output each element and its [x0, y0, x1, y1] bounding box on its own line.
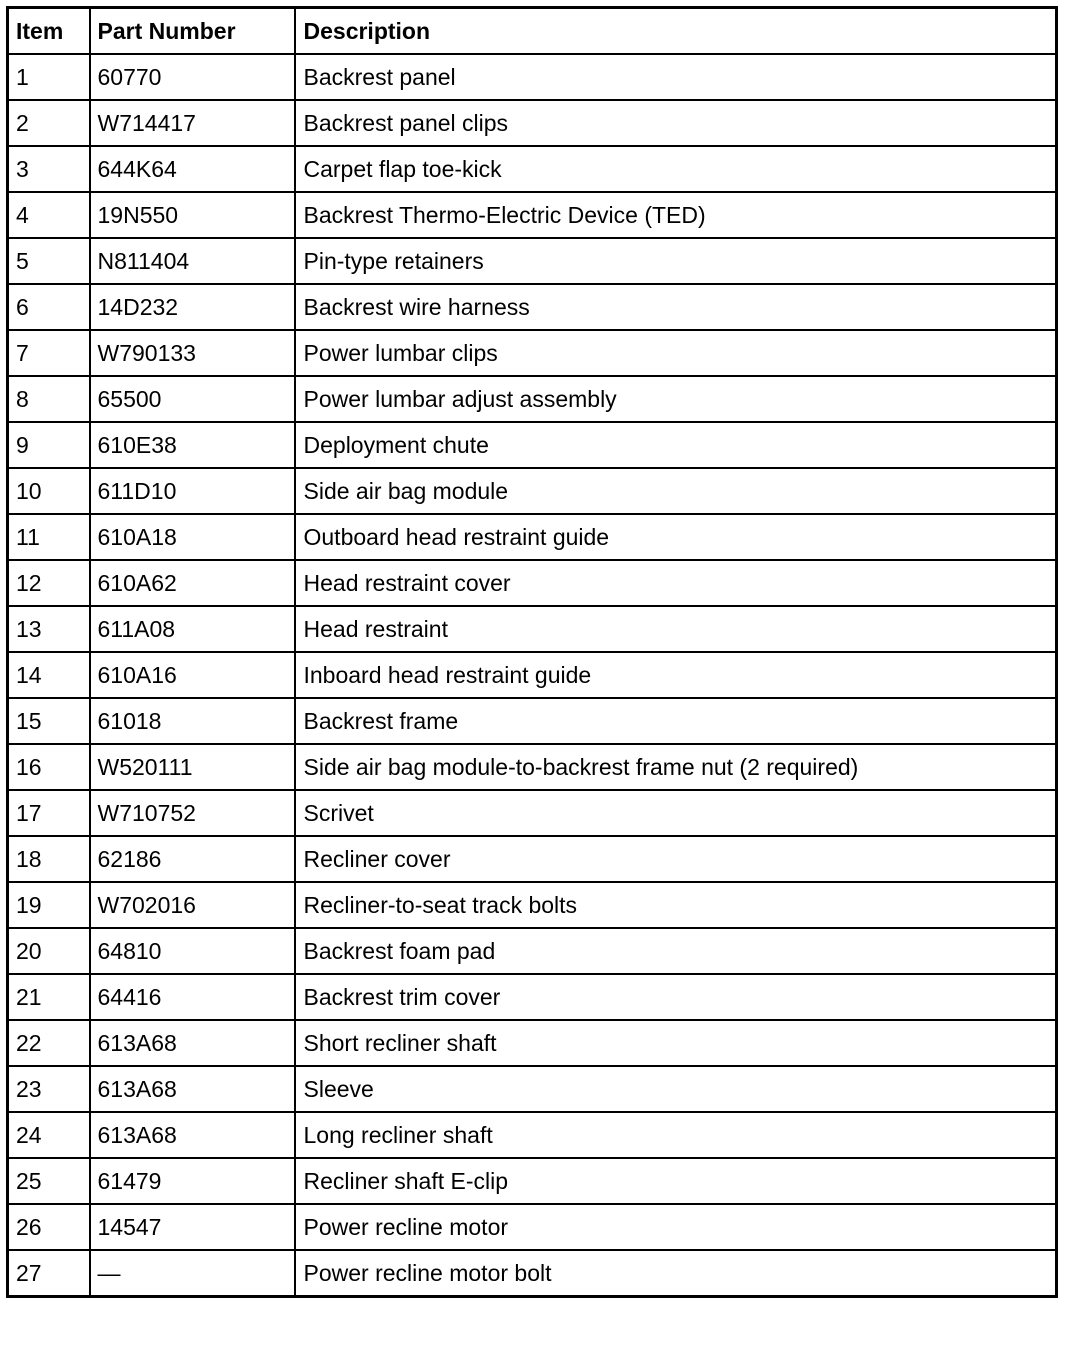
- description-cell: Recliner-to-seat track bolts: [295, 882, 1057, 928]
- description-cell: Backrest frame: [295, 698, 1057, 744]
- item-cell: 3: [8, 146, 90, 192]
- table-row: [8, 514, 1057, 560]
- description-cell: Power recline motor: [295, 1204, 1057, 1250]
- item-cell: 24: [8, 1112, 90, 1158]
- item-cell: 25: [8, 1158, 90, 1204]
- table-row: [8, 1020, 1057, 1066]
- table-row: [8, 330, 1057, 376]
- description-cell: Side air bag module: [295, 468, 1057, 514]
- table-row: [8, 560, 1057, 606]
- description-cell: Backrest foam pad: [295, 928, 1057, 974]
- part-number-cell: 65500: [90, 376, 295, 422]
- parts-table: [6, 6, 1058, 1298]
- item-cell: 12: [8, 560, 90, 606]
- item-cell: 13: [8, 606, 90, 652]
- item-cell: 20: [8, 928, 90, 974]
- table-row: [8, 1066, 1057, 1112]
- part-number-cell: 610E38: [90, 422, 295, 468]
- table-row: [8, 422, 1057, 468]
- table-row: [8, 1204, 1057, 1250]
- description-cell: Deployment chute: [295, 422, 1057, 468]
- item-cell: 23: [8, 1066, 90, 1112]
- item-cell: 11: [8, 514, 90, 560]
- item-cell: 21: [8, 974, 90, 1020]
- description-cell: Backrest Thermo-Electric Device (TED): [295, 192, 1057, 238]
- description-cell: Head restraint: [295, 606, 1057, 652]
- table-row: [8, 54, 1057, 100]
- description-cell: Backrest panel: [295, 54, 1057, 100]
- description-cell: Scrivet: [295, 790, 1057, 836]
- part-number-cell: 611D10: [90, 468, 295, 514]
- item-cell: 7: [8, 330, 90, 376]
- part-number-cell: 60770: [90, 54, 295, 100]
- part-number-cell: 62186: [90, 836, 295, 882]
- table-row: [8, 468, 1057, 514]
- description-cell: Power lumbar adjust assembly: [295, 376, 1057, 422]
- table-row: [8, 192, 1057, 238]
- part-number-cell: 64810: [90, 928, 295, 974]
- description-cell: Backrest wire harness: [295, 284, 1057, 330]
- description-cell: Recliner cover: [295, 836, 1057, 882]
- item-cell: 17: [8, 790, 90, 836]
- table-row: [8, 100, 1057, 146]
- description-cell: Short recliner shaft: [295, 1020, 1057, 1066]
- item-cell: 1: [8, 54, 90, 100]
- description-cell: Sleeve: [295, 1066, 1057, 1112]
- part-number-cell: 610A62: [90, 560, 295, 606]
- table-body: [8, 54, 1057, 1297]
- item-cell: 8: [8, 376, 90, 422]
- column-header-description: Description: [295, 8, 1057, 55]
- header-row: [8, 8, 1057, 55]
- column-header-part-number: Part Number: [90, 8, 295, 55]
- part-number-cell: W790133: [90, 330, 295, 376]
- description-cell: Backrest panel clips: [295, 100, 1057, 146]
- description-cell: Power lumbar clips: [295, 330, 1057, 376]
- description-cell: Head restraint cover: [295, 560, 1057, 606]
- item-cell: 10: [8, 468, 90, 514]
- table-row: [8, 790, 1057, 836]
- item-cell: 27: [8, 1250, 90, 1297]
- item-cell: 2: [8, 100, 90, 146]
- part-number-cell: 14547: [90, 1204, 295, 1250]
- description-cell: Carpet flap toe-kick: [295, 146, 1057, 192]
- part-number-cell: 61018: [90, 698, 295, 744]
- table-row: [8, 1250, 1057, 1297]
- table-row: [8, 928, 1057, 974]
- part-number-cell: 611A08: [90, 606, 295, 652]
- item-cell: 16: [8, 744, 90, 790]
- table-row: [8, 882, 1057, 928]
- part-number-cell: 610A18: [90, 514, 295, 560]
- description-cell: Recliner shaft E-clip: [295, 1158, 1057, 1204]
- description-cell: Long recliner shaft: [295, 1112, 1057, 1158]
- item-cell: 15: [8, 698, 90, 744]
- description-cell: Inboard head restraint guide: [295, 652, 1057, 698]
- part-number-cell: N811404: [90, 238, 295, 284]
- table-row: [8, 698, 1057, 744]
- item-cell: 9: [8, 422, 90, 468]
- item-cell: 14: [8, 652, 90, 698]
- part-number-cell: 19N550: [90, 192, 295, 238]
- part-number-cell: W520111: [90, 744, 295, 790]
- table-row: [8, 1112, 1057, 1158]
- part-number-cell: 61479: [90, 1158, 295, 1204]
- item-cell: 22: [8, 1020, 90, 1066]
- description-cell: Side air bag module-to-backrest frame nut (2 required): [295, 744, 1057, 790]
- description-cell: Pin-type retainers: [295, 238, 1057, 284]
- part-number-cell: W702016: [90, 882, 295, 928]
- item-cell: 4: [8, 192, 90, 238]
- part-number-cell: W710752: [90, 790, 295, 836]
- part-number-cell: 610A16: [90, 652, 295, 698]
- description-cell: Power recline motor bolt: [295, 1250, 1057, 1297]
- item-cell: 6: [8, 284, 90, 330]
- part-number-cell: 14D232: [90, 284, 295, 330]
- part-number-cell: W714417: [90, 100, 295, 146]
- item-cell: 5: [8, 238, 90, 284]
- part-number-cell: —: [90, 1250, 295, 1297]
- part-number-cell: 64416: [90, 974, 295, 1020]
- part-number-cell: 613A68: [90, 1112, 295, 1158]
- item-cell: 19: [8, 882, 90, 928]
- description-cell: Backrest trim cover: [295, 974, 1057, 1020]
- part-number-cell: 613A68: [90, 1066, 295, 1112]
- item-cell: 26: [8, 1204, 90, 1250]
- table-row: [8, 606, 1057, 652]
- table-row: [8, 146, 1057, 192]
- description-cell: Outboard head restraint guide: [295, 514, 1057, 560]
- part-number-cell: 613A68: [90, 1020, 295, 1066]
- table-row: [8, 836, 1057, 882]
- table-row: [8, 284, 1057, 330]
- table-row: [8, 1158, 1057, 1204]
- item-cell: 18: [8, 836, 90, 882]
- table-row: [8, 652, 1057, 698]
- table-row: [8, 238, 1057, 284]
- table-row: [8, 744, 1057, 790]
- table-row: [8, 376, 1057, 422]
- table-row: [8, 974, 1057, 1020]
- part-number-cell: 644K64: [90, 146, 295, 192]
- column-header-item: Item: [8, 8, 90, 55]
